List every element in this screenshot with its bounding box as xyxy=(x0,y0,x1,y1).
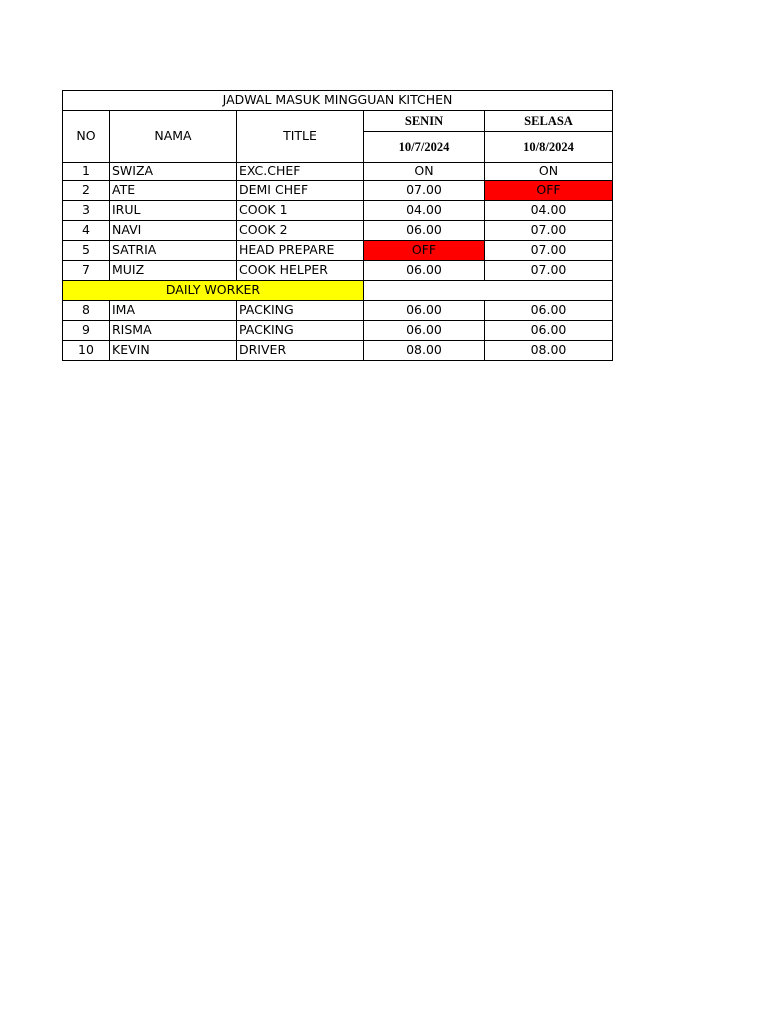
row-selasa: 07.00 xyxy=(485,261,613,281)
daily-worker-label: DAILY WORKER xyxy=(63,281,364,301)
row-nama: SATRIA xyxy=(110,241,237,261)
row-senin: 07.00 xyxy=(364,181,485,201)
table-row xyxy=(63,241,613,261)
row-no: 9 xyxy=(63,321,110,341)
schedule-title: JADWAL MASUK MINGGUAN KITCHEN xyxy=(63,91,613,111)
row-nama: IMA xyxy=(110,301,237,321)
row-title: EXC.CHEF xyxy=(237,163,364,181)
row-nama: IRUL xyxy=(110,201,237,221)
table-row xyxy=(63,321,613,341)
header-day-senin: SENIN xyxy=(364,111,485,132)
row-selasa: 07.00 xyxy=(485,241,613,261)
row-no: 5 xyxy=(63,241,110,261)
row-selasa: 07.00 xyxy=(485,221,613,241)
header-no: NO xyxy=(63,111,110,163)
row-title: DEMI CHEF xyxy=(237,181,364,201)
row-nama: RISMA xyxy=(110,321,237,341)
row-selasa: 08.00 xyxy=(485,341,613,361)
row-title: DRIVER xyxy=(237,341,364,361)
row-nama: SWIZA xyxy=(110,163,237,181)
row-senin: OFF xyxy=(364,241,485,261)
row-title: PACKING xyxy=(237,301,364,321)
header-row-1 xyxy=(63,111,613,132)
row-title: COOK 2 xyxy=(237,221,364,241)
header-date-senin: 10/7/2024 xyxy=(364,132,485,163)
row-title: PACKING xyxy=(237,321,364,341)
table-row xyxy=(63,261,613,281)
section-row xyxy=(63,281,613,301)
header-date-selasa: 10/8/2024 xyxy=(485,132,613,163)
row-senin: 06.00 xyxy=(364,321,485,341)
row-no: 10 xyxy=(63,341,110,361)
row-title: HEAD PREPARE xyxy=(237,241,364,261)
row-senin: ON xyxy=(364,163,485,181)
row-senin: 06.00 xyxy=(364,301,485,321)
row-nama: ATE xyxy=(110,181,237,201)
table-row xyxy=(63,181,613,201)
section-empty-cell xyxy=(364,281,613,301)
header-title: TITLE xyxy=(237,111,364,163)
header-nama: NAMA xyxy=(110,111,237,163)
row-no: 8 xyxy=(63,301,110,321)
header-day-selasa: SELASA xyxy=(485,111,613,132)
row-senin: 04.00 xyxy=(364,201,485,221)
row-selasa: ON xyxy=(485,163,613,181)
row-no: 7 xyxy=(63,261,110,281)
row-no: 4 xyxy=(63,221,110,241)
row-no: 3 xyxy=(63,201,110,221)
row-senin: 06.00 xyxy=(364,261,485,281)
table-row xyxy=(63,301,613,321)
row-selasa: 06.00 xyxy=(485,321,613,341)
row-nama: KEVIN xyxy=(110,341,237,361)
schedule-table xyxy=(62,90,613,361)
row-nama: MUIZ xyxy=(110,261,237,281)
table-row xyxy=(63,163,613,181)
row-no: 1 xyxy=(63,163,110,181)
table-row xyxy=(63,201,613,221)
row-title: COOK HELPER xyxy=(237,261,364,281)
table-row xyxy=(63,221,613,241)
row-selasa: OFF xyxy=(485,181,613,201)
row-no: 2 xyxy=(63,181,110,201)
row-selasa: 06.00 xyxy=(485,301,613,321)
table-row xyxy=(63,341,613,361)
row-senin: 08.00 xyxy=(364,341,485,361)
row-senin: 06.00 xyxy=(364,221,485,241)
row-selasa: 04.00 xyxy=(485,201,613,221)
row-title: COOK 1 xyxy=(237,201,364,221)
title-row xyxy=(63,91,613,111)
row-nama: NAVI xyxy=(110,221,237,241)
